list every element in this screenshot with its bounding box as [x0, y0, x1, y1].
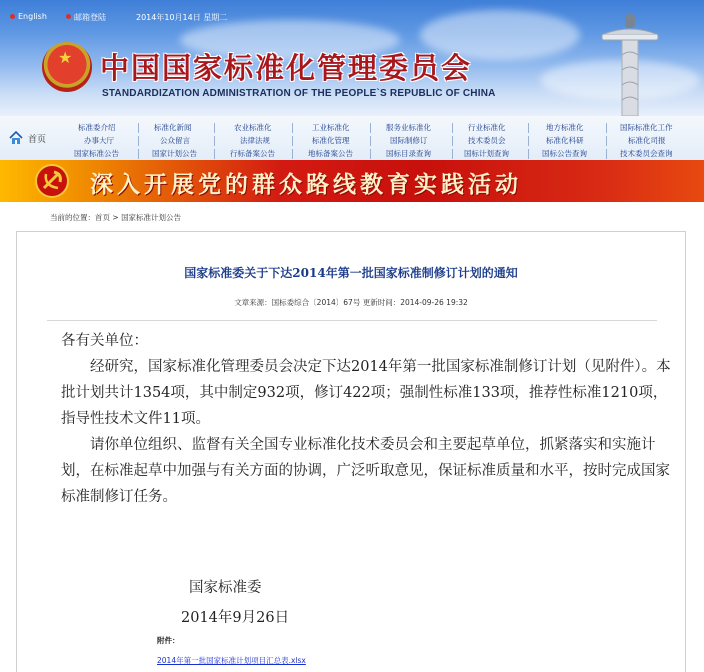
header-banner — [0, 0, 704, 116]
nav-divider — [292, 123, 293, 133]
national-emblem-icon: ★ — [42, 42, 92, 92]
nav-divider — [606, 149, 607, 159]
nav-divider — [214, 123, 215, 133]
attachment-label: 附件： — [157, 636, 180, 645]
nav-link[interactable]: 国家标准公告 — [74, 149, 119, 158]
site-title: 中国国家标准化管理委员会 — [100, 51, 473, 85]
nav-link[interactable]: 标准化司报 — [628, 136, 666, 145]
bullet-icon — [66, 14, 71, 19]
breadcrumb-home-link[interactable]: 首页 — [95, 213, 110, 222]
nav-divider — [138, 136, 139, 146]
mail-login-link[interactable]: 邮箱登陆 — [74, 13, 106, 22]
nav-link[interactable]: 地标备案公告 — [308, 149, 353, 158]
nav-link[interactable]: 地方标准化 — [546, 123, 584, 132]
signature-organization: 国家标准委 — [189, 580, 262, 596]
nav-link[interactable]: 技术委员会查询 — [620, 149, 673, 158]
article-title: 国家标准委关于下达2014年第一批国家标准制修订计划的通知 — [184, 266, 518, 280]
attachment-download-link[interactable]: 2014年第一批国家标准计划项目汇总表.xlsx — [157, 656, 306, 665]
article-body — [61, 328, 675, 510]
article-greeting: 各有关单位： — [61, 333, 148, 349]
signature-date: 2014年9月26日 — [181, 610, 290, 626]
nav-link[interactable]: 服务业标准化 — [386, 123, 431, 132]
nav-link[interactable]: 标准委介绍 — [78, 123, 116, 132]
nav-link[interactable]: 法律法规 — [240, 136, 270, 145]
nav-divider — [606, 136, 607, 146]
nav-row-2 — [64, 135, 698, 149]
nav-divider — [452, 149, 453, 159]
nav-link[interactable]: 国标计划查询 — [464, 149, 509, 158]
nav-link[interactable]: 办事大厅 — [84, 136, 114, 145]
home-button[interactable] — [8, 130, 58, 148]
bullet-icon — [10, 14, 15, 19]
slogan-text: 深入开展党的群众路线教育实践活动 — [90, 172, 522, 198]
nav-divider — [138, 123, 139, 133]
nav-link[interactable]: 国家计划公告 — [152, 149, 197, 158]
nav-link[interactable]: 工业标准化 — [312, 123, 350, 132]
nav-link[interactable]: 国标公告查询 — [542, 149, 587, 158]
title-divider — [47, 320, 657, 321]
nav-link[interactable]: 标准化新闻 — [154, 123, 192, 132]
nav-link[interactable]: 行标备案公告 — [230, 149, 275, 158]
article-meta: 文章来源：国标委综合〔2014〕67号 更新时间：2014-09-26 19:32 — [234, 298, 468, 307]
article-container — [16, 231, 686, 672]
nav-divider — [292, 149, 293, 159]
nav-link[interactable]: 国际标准化工作 — [620, 123, 673, 132]
breadcrumb-separator: > — [110, 213, 122, 222]
nav-divider — [528, 123, 529, 133]
nav-link[interactable]: 农业标准化 — [234, 123, 272, 132]
breadcrumb — [50, 212, 181, 223]
article-paragraph: 请你单位组织、监督有关全国专业标准化技术委员会和主要起草单位，抓紧落实和实施计划，在标准起草中加强与有关方面的协调，广泛听取意见，保证标准质量和水平，按时完成国家标准制修订任务。 — [61, 437, 670, 505]
nav-link[interactable]: 技术委员会 — [468, 136, 506, 145]
main-navigation — [0, 116, 704, 161]
nav-divider — [528, 136, 529, 146]
nav-divider — [528, 149, 529, 159]
nav-divider — [370, 149, 371, 159]
nav-divider — [452, 123, 453, 133]
home-icon — [8, 130, 24, 146]
current-date: 2014年10月14日 星期二 — [136, 13, 228, 22]
slogan-banner[interactable] — [0, 160, 704, 202]
top-utility-bar — [0, 0, 704, 28]
nav-link[interactable]: 标准化管理 — [312, 136, 350, 145]
huabiao-pillar-icon — [600, 10, 660, 116]
nav-link[interactable]: 标准化科研 — [546, 136, 584, 145]
breadcrumb-prefix: 当前的位置： — [50, 213, 95, 222]
nav-row-1 — [64, 122, 698, 136]
home-label: 首页 — [28, 135, 47, 145]
nav-divider — [292, 136, 293, 146]
breadcrumb-current-link[interactable]: 国家标准计划公告 — [121, 213, 182, 222]
site-subtitle: STANDARDIZATION ADMINISTRATION OF THE PEOPLE`S REPUBLIC OF CHINA — [102, 88, 496, 99]
nav-link[interactable]: 行业标准化 — [468, 123, 506, 132]
nav-divider — [370, 123, 371, 133]
nav-divider — [214, 149, 215, 159]
party-emblem-icon — [34, 164, 70, 198]
article-paragraph: 经研究，国家标准化管理委员会决定下达2014年第一批国家标准制修订计划（见附件）。本批计划共计1354项，其中制定932项，修订422项；强制性标准133项，推荐性标准1210项，指导性技术文件11项。 — [61, 359, 671, 427]
nav-link[interactable]: 国际制修订 — [390, 136, 428, 145]
nav-divider — [606, 123, 607, 133]
nav-link[interactable]: 国标目录查询 — [386, 149, 431, 158]
nav-divider — [214, 136, 215, 146]
nav-link[interactable]: 公众留言 — [160, 136, 190, 145]
nav-divider — [370, 136, 371, 146]
nav-divider — [452, 136, 453, 146]
nav-divider — [138, 149, 139, 159]
english-link[interactable]: English — [18, 12, 47, 21]
